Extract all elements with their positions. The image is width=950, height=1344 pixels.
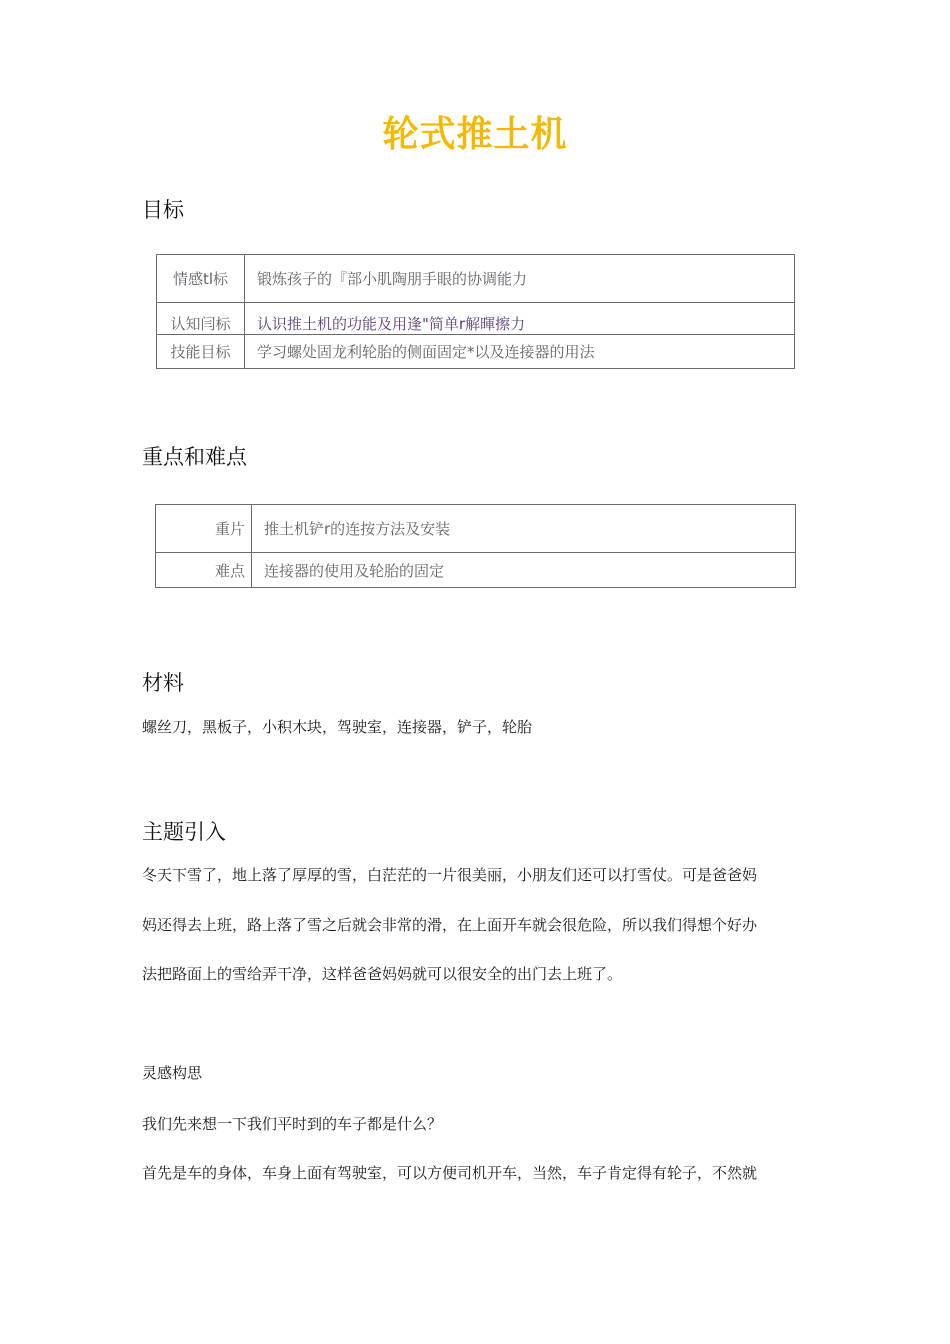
key-label: 难点 (156, 553, 252, 588)
goal-label: 情感tl标 (157, 255, 245, 303)
goal-value: 学习螺处固龙利轮胎的侧面固定*以及连接器的用法 (245, 335, 795, 369)
goals-table (156, 254, 795, 369)
materials-text: 螺丝刀，黑板子，小积木块，驾驶室，连接器，铲子，轮胎 (142, 718, 533, 736)
key-label: 重片 (156, 505, 252, 553)
table-row (156, 505, 796, 553)
table-row (157, 255, 795, 303)
key-value: 连接器的使用及轮胎的固定 (252, 553, 796, 588)
key-value: 推土机铲r的连按方法及安装 (252, 505, 796, 553)
table-row (157, 335, 795, 369)
inspiration-heading: 灵感构思 (142, 1064, 203, 1082)
section-heading-key-points: 重点和难点 (142, 445, 247, 469)
inspiration-line: 首先是车的身体，车身上面有驾驶室，可以方便司机开车，当然，车子肯定得有轮子，不然就 (142, 1164, 758, 1182)
key-points-table (155, 504, 796, 588)
section-heading-intro: 主题引入 (142, 820, 226, 844)
intro-line: 冬天下雪了，地上落了厚厚的雪，白茫茫的一片很美丽，小朋友们还可以打雪仗。可是爸爸妈 (142, 866, 758, 884)
document-title: 轮式推土机 (382, 114, 568, 155)
section-heading-goals: 目标 (142, 198, 184, 222)
inspiration-line: 我们先来想一下我们平时到的车子都是什么？ (142, 1115, 443, 1133)
goal-label: 技能目标 (157, 335, 245, 369)
intro-line: 法把路面上的雪给弄干净，这样爸爸妈妈就可以很安全的出门去上班了。 (142, 965, 623, 983)
section-heading-materials: 材料 (142, 671, 184, 695)
table-row (156, 553, 796, 588)
intro-line: 妈还得去上班，路上落了雪之后就会非常的滑，在上面开车就会很危险，所以我们得想个好办 (142, 916, 758, 934)
goal-label: 认知闫标 (157, 303, 245, 335)
table-row (157, 303, 795, 335)
goal-value: 认识推土机的功能及用逢"简单r解暉擦力 (245, 303, 795, 335)
goal-value: 锻炼孩子的『部小肌陶朋手眼的协调能力 (245, 255, 795, 303)
